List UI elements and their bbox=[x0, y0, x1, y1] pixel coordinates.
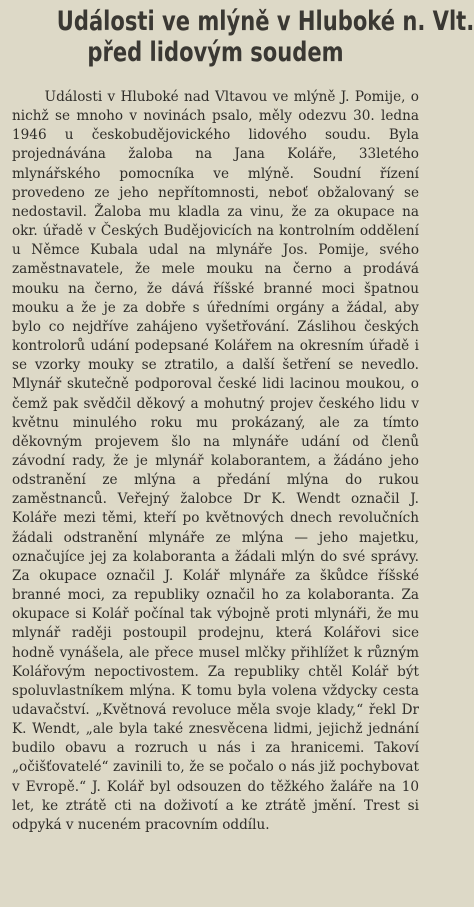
headline bbox=[56, 6, 474, 68]
headline-line-2: před lidovým soudem bbox=[87, 37, 344, 68]
article-body bbox=[12, 88, 419, 835]
headline-line-1: Události ve mlýně v Hluboké n. Vlt. bbox=[56, 6, 474, 37]
article-paragraph: Události v Hluboké nad Vltavou ve mlýně J. Pomije, o nichž se mnoho v novinách psalo, měly odezvu 30. ledna 1946 u českobudějovického lidového soudu. Byla projednávána žaloba na Jana Koláře, 33letého mlynářského pomocníka ve mlýně. Soudní řízení provedeno ze jeho nepřítomnosti, neboť obžalovaný se nedostavil. Žaloba mu kladla za vinu, že za okupace na okr. úřadě v Českých Budějovicích na kontrolním oddělení u Němce Kubala udal na mlynáře Jos. Pomije, svého zaměstnavatele, že mele mouku na černo a prodává mouku na černo, že dává říšské branné moci špatnou mouku a že je za dobře s úředními orgány a žádal, aby bylo co nejdříve zahájeno vyšetřování. Záslihou českých kontrolorů udání podepsané Kolářem na okresním úřadě i se vzorky mouky se ztratilo, a další šetření se nevedlo. Mlynář skutečně podporoval české lidi lacinou moukou, o čemž pak svědčil děkový a mohutný projev českého lidu v květnu minulého roku mu prokázaný, ale za tímto děkovným projevem šlo na mlynáře udání od členů závodní rady, že je mlynář kolaborantem, a žádáno jeho odstranění ze mlýna a předání mlýna do rukou zaměstnanců. Veřejný žalobce Dr K. Wendt označil J. Koláře mezi těmi, kteří po květnových dnech revolučních žádali odstranění mlynáře ze mlýna — jeho majetku, označujíce jej za kolaboranta a žádali mlýn do své správy. Za okupace označil J. Kolář mlynáře za škůdce říšské branné moci, za republiky označil ho za kolaboranta. Za okupace si Kolář počínal tak výbojně proti mlynáři, že mu mlynář raději postoupil prodejnu, která Kolářovi sice hodně vynášela, ale přece musel mlčky přihlížet k různým Kolářovým nepoctivostem. Za republiky chtěl Kolář být spoluvlastníkem mlýna. K tomu byla volena vždycky cesta udavačství. „Květnová revoluce měla svoje klady,“ řekl Dr K. Wendt, „ale byla také znesvěcena lidmi, jejichž jednání budilo obavu a rozruch u nás i za hranicemi. Takoví „očišťovatelé“ zavinili to, že se počalo o nás již pochybovat v Evropě.“ J. Kolář byl odsouzen do těžkého žaláře na 10 let, ke ztrátě cti na doživotí a ke ztrátě jmění. Trest si odpyká v nuceném pracovním oddílu. bbox=[12, 89, 419, 833]
